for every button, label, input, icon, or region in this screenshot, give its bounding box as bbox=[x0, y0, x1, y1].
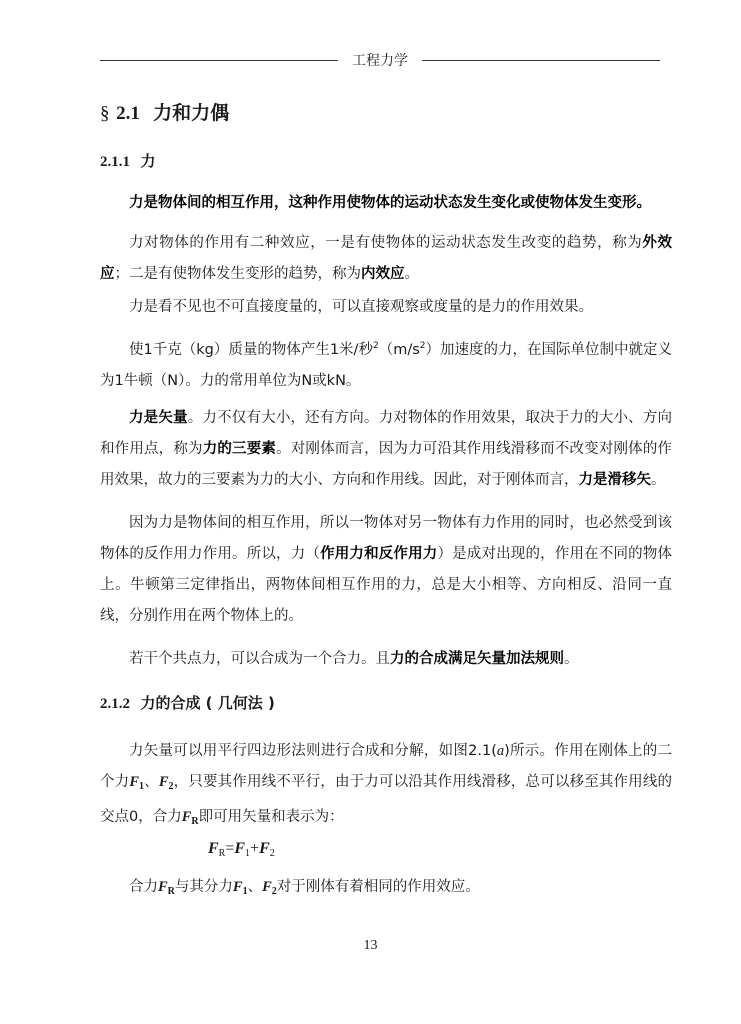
section-number: 2.1 bbox=[116, 103, 140, 124]
paragraph-unit bbox=[100, 331, 672, 397]
definition-text: 力是物体间的相互作用，这种作用使物体的运动状态发生变化或使物体发生变形。 bbox=[129, 195, 651, 211]
subsection-heading-1 bbox=[100, 150, 155, 171]
force-fr: $F_R$ bbox=[181, 809, 199, 827]
subsection-number: 2.1.2 bbox=[100, 696, 130, 712]
paragraph-definition bbox=[100, 188, 672, 219]
text-run: 、 bbox=[144, 774, 159, 790]
text-run: )所示。作用在刚体上的二个力 bbox=[100, 743, 673, 790]
text-run: 使1千克（kg）质量的物体产生1米/秒 bbox=[129, 342, 373, 358]
force-f2: $F_2$ bbox=[158, 774, 174, 792]
text-run: 对于刚体有着相同的作用效应。 bbox=[276, 879, 480, 895]
force-fr: $F_R$ bbox=[158, 879, 175, 897]
header-rule-right bbox=[422, 60, 660, 61]
subsection-heading-2 bbox=[100, 692, 275, 713]
text-run: ，只要其作用线不平行，由于力可以沿其作用线滑移，总可以移至其作用线的交点0，合力 bbox=[100, 774, 673, 825]
paragraph-measure bbox=[100, 292, 672, 323]
text-run: ）是成对出现的，作用在不同的物体上。牛顿第三定律指出，两物体间相互作用的力，总是大小相等、方向相反、沿同一直线，分别作用在两个物体上的。 bbox=[100, 546, 673, 624]
subsection-number: 2.1.1 bbox=[100, 154, 130, 170]
term-vector-addition: 力的合成满足矢量加法规则 bbox=[390, 651, 564, 667]
text-run: 。力不仅有大小，还有方向。力对物体的作用效果，取决于力的大小、方向和作用点，称为 bbox=[100, 410, 673, 457]
text-run: 因为力是物体间的相互作用，所以一物体对另一物体有力作用的同时，也必然受到该物体的反作用力作用。所以，力（ bbox=[100, 515, 672, 562]
paragraph-reaction bbox=[100, 508, 672, 632]
force-f2: $F_2$ bbox=[262, 879, 277, 897]
term-vector: 力是矢量 bbox=[129, 410, 188, 426]
paragraph-vector bbox=[100, 403, 672, 496]
text-run: ；二是有使物体发生变形的趋势，称为 bbox=[114, 266, 361, 282]
text-run: 与其分力 bbox=[174, 879, 233, 895]
header-rule-left bbox=[100, 60, 338, 61]
paragraph-effects bbox=[100, 228, 672, 290]
superscript: 2 bbox=[372, 341, 379, 351]
text-run: 即可用矢量和表示为： bbox=[198, 809, 344, 825]
running-header bbox=[100, 50, 660, 70]
subsection-title: 力 bbox=[140, 152, 156, 170]
text-run: 若干个共点力，可以合成为一个合力。且 bbox=[129, 651, 390, 667]
text-run: 力矢量可以用平行四边形法则进行合成和分解，如图2.1( bbox=[129, 743, 497, 759]
text-run: 。 bbox=[564, 651, 579, 667]
superscript: 2 bbox=[419, 341, 426, 351]
text-run: （m/s bbox=[378, 342, 420, 358]
force-f1: $F_1$ bbox=[129, 774, 144, 792]
text-run: 合力 bbox=[129, 879, 158, 895]
text-run: 。 bbox=[651, 472, 666, 488]
text-run: 。对刚体而言，因为力可沿其作用线滑移而不改变对刚体的作用效果，故力的三要素为力的大小、方向和作用线。因此，对于刚体而言， bbox=[100, 441, 673, 488]
text-run: 力对物体的作用有二种效应，一是有使物体的运动状态发生改变的趋势，称为 bbox=[129, 235, 643, 251]
header-title: 工程力学 bbox=[352, 53, 408, 69]
term-sliding-vector: 力是滑移矢 bbox=[578, 472, 651, 488]
page-number: 13 bbox=[363, 938, 378, 953]
section-title: 力和力偶 bbox=[153, 102, 230, 124]
section-heading bbox=[100, 98, 229, 125]
paragraph-composition bbox=[100, 736, 672, 837]
text-run: 。 bbox=[404, 266, 419, 282]
paragraph-concurrent bbox=[100, 644, 672, 675]
text-run: ）加速度的力，在国际单位制中就定义为1牛顿（N）。力的常用单位为N或kN。 bbox=[100, 342, 673, 389]
formula-resultant: $F_R=F_1+F_2$ bbox=[208, 840, 275, 859]
paragraph-equivalence bbox=[100, 872, 672, 907]
force-f1: $F_1$ bbox=[232, 879, 248, 897]
text-run: 、 bbox=[247, 879, 263, 895]
term-action-reaction: 作用力和反作用力 bbox=[320, 546, 438, 562]
subsection-title: 力的合成 ( 几何法 ) bbox=[140, 694, 275, 712]
text-run: 力是看不见也不可直接度量的，可以直接观察或度量的是力的作用效果。 bbox=[129, 299, 593, 315]
section-sign: § bbox=[100, 103, 110, 124]
term-external-effect: 外效应 bbox=[100, 235, 673, 282]
term-three-elements: 力的三要素 bbox=[202, 441, 277, 457]
figure-label: a bbox=[496, 743, 505, 759]
term-internal-effect: 内效应 bbox=[361, 266, 405, 282]
